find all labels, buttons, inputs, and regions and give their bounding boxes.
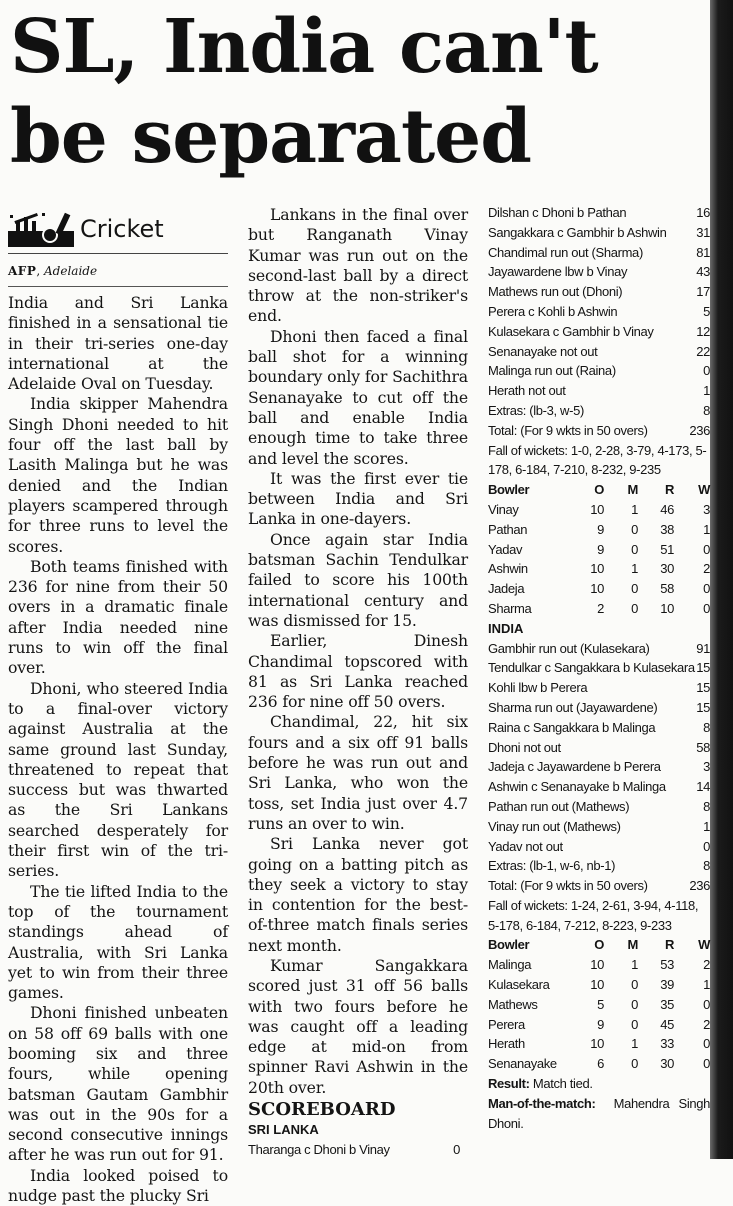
- batsman-runs: 8: [703, 719, 710, 735]
- batsman-runs: 8: [703, 402, 710, 418]
- batsman-dismissal: Kohli lbw b Perera: [488, 680, 588, 696]
- bowling-figure: 35: [660, 996, 674, 1012]
- india-bowling: [488, 500, 710, 619]
- batting-row: [488, 658, 710, 678]
- batsman-runs: 236: [689, 878, 710, 894]
- article-body-col2: [248, 205, 468, 1098]
- batting-row: [488, 797, 710, 817]
- bowling-figure: 0: [703, 600, 710, 616]
- bowling-figure: 10: [590, 581, 604, 597]
- batsman-runs: 15: [696, 680, 710, 696]
- bowling-header-cell: Bowler: [488, 937, 530, 953]
- bowling-row: [488, 955, 710, 975]
- sri-lanka-batting: [488, 203, 710, 441]
- fall-of-wickets-sri-lanka: Fall of wickets: 1-0, 2-28, 3-79, 4-173, 5-178, 6-184, 7-210, 8-232, 9-235: [488, 442, 707, 478]
- bowling-figure: 53: [660, 957, 674, 973]
- batting-row: [488, 777, 710, 797]
- bowling-figure: 9: [597, 541, 604, 557]
- bowling-row: [488, 1034, 710, 1054]
- batsman-dismissal: Extras: (lb-1, w-6, nb-1): [488, 858, 616, 874]
- bowling-figure: 2: [703, 1016, 710, 1032]
- batsman-dismissal: Mathews run out (Dhoni): [488, 284, 623, 300]
- bowling-row: [488, 975, 710, 995]
- batsman-dismissal: Kulasekara c Gambhir b Vinay: [488, 323, 654, 339]
- article-paragraph: Sri Lanka never got going on a batting pitch as they seek a victory to stay in contention for the best-of-three match finals series next month.: [248, 834, 468, 955]
- bowling-row: [488, 559, 710, 579]
- batting-row: [488, 223, 710, 243]
- batsman-dismissal: Herath not out: [488, 383, 566, 399]
- batsman-runs: 15: [696, 699, 710, 715]
- batsman-dismissal: Raina c Sangakkara b Malinga: [488, 719, 656, 735]
- article-column-1: [8, 205, 228, 1206]
- batsman-dismissal: Tendulkar c Sangakkara b Kulasekara: [488, 660, 695, 676]
- batsman-dismissal: Extras: (lb-3, w-5): [488, 402, 584, 418]
- batting-row: [488, 342, 710, 362]
- batsman-dismissal: Sangakkara c Gambhir b Ashwin: [488, 224, 667, 240]
- batsman-runs: 91: [696, 640, 710, 656]
- fall-of-wickets-india: Fall of wickets: 1-24, 2-61, 3-94, 4-118, 5-178, 6-184, 7-212, 8-223, 9-233: [488, 897, 699, 933]
- bowling-header-cell: O: [594, 482, 604, 498]
- bowling-figure: 0: [631, 996, 638, 1012]
- batsman-dismissal: Dhoni not out: [488, 739, 561, 755]
- batsman-runs: 3: [703, 759, 710, 775]
- batsman-runs: 8: [703, 858, 710, 874]
- article-paragraph: Dhoni then faced a final ball shot for a winning boundary only for Sachithra Senanayake to cut off the ball and enable India enough time to take three and level the scores.: [248, 326, 468, 468]
- batsman-dismissal: Sharma run out (Jayawardene): [488, 699, 658, 715]
- batsman-runs: 236: [689, 422, 710, 438]
- bowling-figure: 0: [631, 521, 638, 537]
- bowling-figure: 45: [660, 1016, 674, 1032]
- bowler-name: Mathews: [488, 996, 538, 1012]
- article-paragraph: Dhoni finished unbeaten on 58 off 69 balls with one booming six and three fours, while opening batsman Gautam Gambhir was out in the 90s for a second consecutive innings after he was run out for 91.: [8, 1003, 228, 1165]
- batsman-runs: 16: [696, 205, 710, 220]
- bowling-figure: 0: [631, 541, 638, 557]
- bowling-figure: 1: [703, 977, 710, 993]
- batsman-runs: 58: [696, 739, 710, 755]
- bowler-name: Senanayake: [488, 1056, 557, 1072]
- bowling-header: [488, 935, 710, 955]
- batsman-dismissal: Pathan run out (Mathews): [488, 798, 630, 814]
- batsman-runs: 22: [696, 343, 710, 359]
- scoreboard-column: [488, 203, 710, 1133]
- batsman-dismissal: Malinga run out (Raina): [488, 363, 616, 379]
- bowling-figure: 2: [703, 561, 710, 577]
- bowler-name: Ashwin: [488, 561, 528, 577]
- bowling-row: [488, 1054, 710, 1074]
- bowling-figure: 0: [631, 1016, 638, 1032]
- team-name-sri-lanka: SRI LANKA: [248, 1122, 319, 1138]
- bowling-figure: 2: [703, 957, 710, 973]
- bowler-name: Vinay: [488, 501, 519, 517]
- bowling-figure: 51: [660, 541, 674, 557]
- article-paragraph: India looked poised to nudge past the plucky Sri: [8, 1165, 228, 1206]
- bowling-figure: 39: [660, 977, 674, 993]
- bowling-header-cell: W: [698, 482, 710, 498]
- batsman-dismissal: Vinay run out (Mathews): [488, 818, 621, 834]
- page-edge-shadow: [710, 0, 733, 1159]
- batting-row: [488, 678, 710, 698]
- batsman-dismissal: Gambhir run out (Kulasekara): [488, 640, 650, 656]
- bowling-figure: 1: [703, 521, 710, 537]
- batsman-dismissal: Jayawardene lbw b Vinay: [488, 264, 628, 280]
- bowling-row: [488, 500, 710, 520]
- batsman-dismissal: Yadav not out: [488, 838, 563, 854]
- bowling-figure: 1: [631, 1036, 638, 1052]
- bowling-figure: 0: [703, 581, 710, 597]
- bowling-figure: 5: [597, 996, 604, 1012]
- bowling-header-cell: M: [627, 482, 638, 498]
- batting-row: [488, 243, 710, 263]
- article-paragraph: Chandimal, 22, hit six fours and a six off 91 balls before he was run out and Sri Lanka, who won the toss, set India just over 4.7 runs an over to win.: [248, 712, 468, 833]
- bowling-row: [488, 520, 710, 540]
- article-paragraph: The tie lifted India to the top of the tournament standings ahead of Australia, with Sri Lanka yet to win from their three games.: [8, 881, 228, 1003]
- result-label: Result:: [488, 1076, 530, 1092]
- section-label: Cricket: [80, 215, 164, 243]
- batting-row: [488, 698, 710, 718]
- cricket-icon: [8, 211, 74, 247]
- batting-row: [488, 837, 710, 857]
- team-name-india: INDIA: [488, 620, 524, 636]
- bowling-figure: 1: [631, 501, 638, 517]
- bowling-header-cell: Bowler: [488, 482, 530, 498]
- batting-row: [488, 262, 710, 282]
- article-paragraph: India skipper Mahendra Singh Dhoni needed to hit four off the last ball by Lasith Malinga but he was denied and the Indian players scampered through for three runs to level the scores.: [8, 394, 228, 556]
- section-header: [8, 205, 228, 254]
- bowling-figure: 9: [597, 521, 604, 537]
- batting-row: [488, 757, 710, 777]
- batsman-dismissal: Ashwin c Senanayake b Malinga: [488, 779, 666, 795]
- bowling-figure: 30: [660, 1056, 674, 1072]
- bowler-name: Jadeja: [488, 581, 525, 597]
- bowling-figure: 1: [631, 561, 638, 577]
- batsman-runs: 12: [696, 323, 710, 339]
- batsman-runs: 1: [703, 818, 710, 834]
- bowling-figure: 2: [597, 600, 604, 616]
- batsman-runs: 43: [696, 264, 710, 280]
- article-paragraph: Lankans in the final over but Ranganath Vinay Kumar was run out on the second-last ball by a direct throw at the non-striker's end.: [248, 205, 468, 326]
- batsman-runs: 0: [703, 838, 710, 854]
- mom-value: Mahendra Singh Dhoni.: [488, 1095, 710, 1131]
- bowling-figure: 38: [660, 521, 674, 537]
- article-paragraph: India and Sri Lanka finished in a sensational tie in their tri-series one-day international at the Adelaide Oval on Tuesday.: [8, 293, 228, 394]
- batsman-dismissal: Perera c Kohli b Ashwin: [488, 303, 618, 319]
- man-of-the-match: [488, 1094, 710, 1134]
- batsman-dismissal: Total: (For 9 wkts in 50 overs): [488, 878, 648, 894]
- article-column-2: [248, 205, 468, 1160]
- bowler-name: Pathan: [488, 521, 528, 537]
- batsman-dismissal: Jadeja c Jayawardene b Perera: [488, 759, 661, 775]
- bowling-row: [488, 540, 710, 560]
- byline-agency: AFP: [8, 264, 37, 278]
- byline: AFP, Adelaide: [8, 264, 228, 287]
- batting-row: [488, 817, 710, 837]
- batsman-runs: 81: [696, 244, 710, 260]
- bowler-name: Yadav: [488, 541, 523, 557]
- batting-row: [488, 639, 710, 659]
- bowling-figure: 0: [703, 1056, 710, 1072]
- bowling-figure: 46: [660, 501, 674, 517]
- batting-row: [488, 401, 710, 421]
- batsman-runs: 5: [703, 303, 710, 319]
- batting-row: [488, 381, 710, 401]
- bowling-header-cell: R: [664, 937, 674, 953]
- match-result: [488, 1074, 710, 1094]
- batsman-dismissal: Tharanga c Dhoni b Vinay: [248, 1141, 390, 1157]
- batsman-runs: 1: [703, 383, 710, 399]
- batsman-runs: 15: [696, 660, 710, 676]
- article-paragraph: Dhoni, who steered India to a final-over victory against Australia at the same ground last Sunday, threatened to repeat that success but was thwarted as the Sri Lankans searched desperately for their first win of the tri-series.: [8, 678, 228, 881]
- bowling-figure: 0: [631, 600, 638, 616]
- batting-row: [488, 322, 710, 342]
- bowling-figure: 3: [703, 501, 710, 517]
- headline: SL, India can't be separated: [10, 4, 598, 180]
- batting-row: [488, 203, 710, 223]
- bowling-row: [488, 1015, 710, 1035]
- bowling-figure: 1: [631, 957, 638, 973]
- article-body-col1: [8, 293, 228, 1206]
- bowling-figure: 0: [631, 581, 638, 597]
- batting-row: [488, 421, 710, 441]
- article-paragraph: Kumar Sangakkara scored just 31 off 56 balls with two fours before he was caught off a leading edge at mid-on from spinner Ravi Ashwin in the 20th over.: [248, 955, 468, 1097]
- article-paragraph: It was the first ever tie between India and Sri Lanka in one-dayers.: [248, 468, 468, 529]
- bowler-name: Herath: [488, 1036, 525, 1052]
- batting-row: [488, 718, 710, 738]
- batsman-runs: 17: [696, 284, 710, 300]
- bowling-header: [488, 480, 710, 500]
- scoreboard-title: SCOREBOARD: [248, 1099, 396, 1121]
- mom-label: Man-of-the-match:: [488, 1095, 596, 1111]
- bowling-figure: 0: [703, 1036, 710, 1052]
- bowling-header-cell: M: [627, 937, 638, 953]
- batsman-dismissal: Total: (For 9 wkts in 50 overs): [488, 422, 648, 438]
- bowling-figure: 58: [660, 581, 674, 597]
- batting-row: [488, 856, 710, 876]
- bowling-figure: 10: [660, 600, 674, 616]
- bowler-name: Perera: [488, 1016, 525, 1032]
- batsman-runs: 0: [703, 363, 710, 379]
- bowling-figure: 10: [590, 957, 604, 973]
- bowling-figure: 10: [590, 501, 604, 517]
- batting-row: [488, 876, 710, 896]
- bowling-figure: 0: [631, 1056, 638, 1072]
- sri-lanka-bowling: [488, 955, 710, 1074]
- batsman-runs: 31: [696, 224, 710, 240]
- batting-row: [248, 1140, 468, 1160]
- bowling-row: [488, 599, 710, 619]
- bowler-name: Sharma: [488, 600, 532, 616]
- article-paragraph: Once again star India batsman Sachin Tendulkar failed to score his 100th international century and was dismissed for 15.: [248, 529, 468, 630]
- bowling-figure: 10: [590, 977, 604, 993]
- batting-row: [488, 738, 710, 758]
- bowling-figure: 10: [590, 1036, 604, 1052]
- byline-place: Adelaide: [44, 264, 98, 278]
- batsman-dismissal: Chandimal run out (Sharma): [488, 244, 643, 260]
- batsman-runs: 14: [696, 779, 710, 795]
- article-paragraph: Both teams finished with 236 for nine from their 50 overs in a dramatic finale after India needed nine runs to win off the final over.: [8, 556, 228, 678]
- bowler-name: Malinga: [488, 957, 532, 973]
- bowler-name: Kulasekara: [488, 977, 550, 993]
- bowling-figure: 6: [597, 1056, 604, 1072]
- batsman-runs: 8: [703, 798, 710, 814]
- batsman-runs: 0: [453, 1141, 460, 1157]
- bowling-header-cell: O: [594, 937, 604, 953]
- batsman-dismissal: Dilshan c Dhoni b Pathan: [488, 205, 627, 220]
- india-batting: [488, 639, 710, 896]
- bowling-row: [488, 579, 710, 599]
- bowling-figure: 0: [631, 977, 638, 993]
- bowling-figure: 33: [660, 1036, 674, 1052]
- batting-row: [488, 302, 710, 322]
- batting-row: [488, 361, 710, 381]
- article-paragraph: Earlier, Dinesh Chandimal topscored with 81 as Sri Lanka reached 236 for nine off 50 overs.: [248, 631, 468, 712]
- bowling-figure: 9: [597, 1016, 604, 1032]
- bowling-figure: 10: [590, 561, 604, 577]
- bowling-row: [488, 995, 710, 1015]
- bowling-header-cell: R: [664, 482, 674, 498]
- result-value: Match tied.: [532, 1076, 593, 1092]
- batsman-dismissal: Senanayake not out: [488, 343, 598, 359]
- bowling-header-cell: W: [698, 937, 710, 953]
- bowling-figure: 0: [703, 996, 710, 1012]
- bowling-figure: 30: [660, 561, 674, 577]
- bowling-figure: 0: [703, 541, 710, 557]
- batting-row: [488, 282, 710, 302]
